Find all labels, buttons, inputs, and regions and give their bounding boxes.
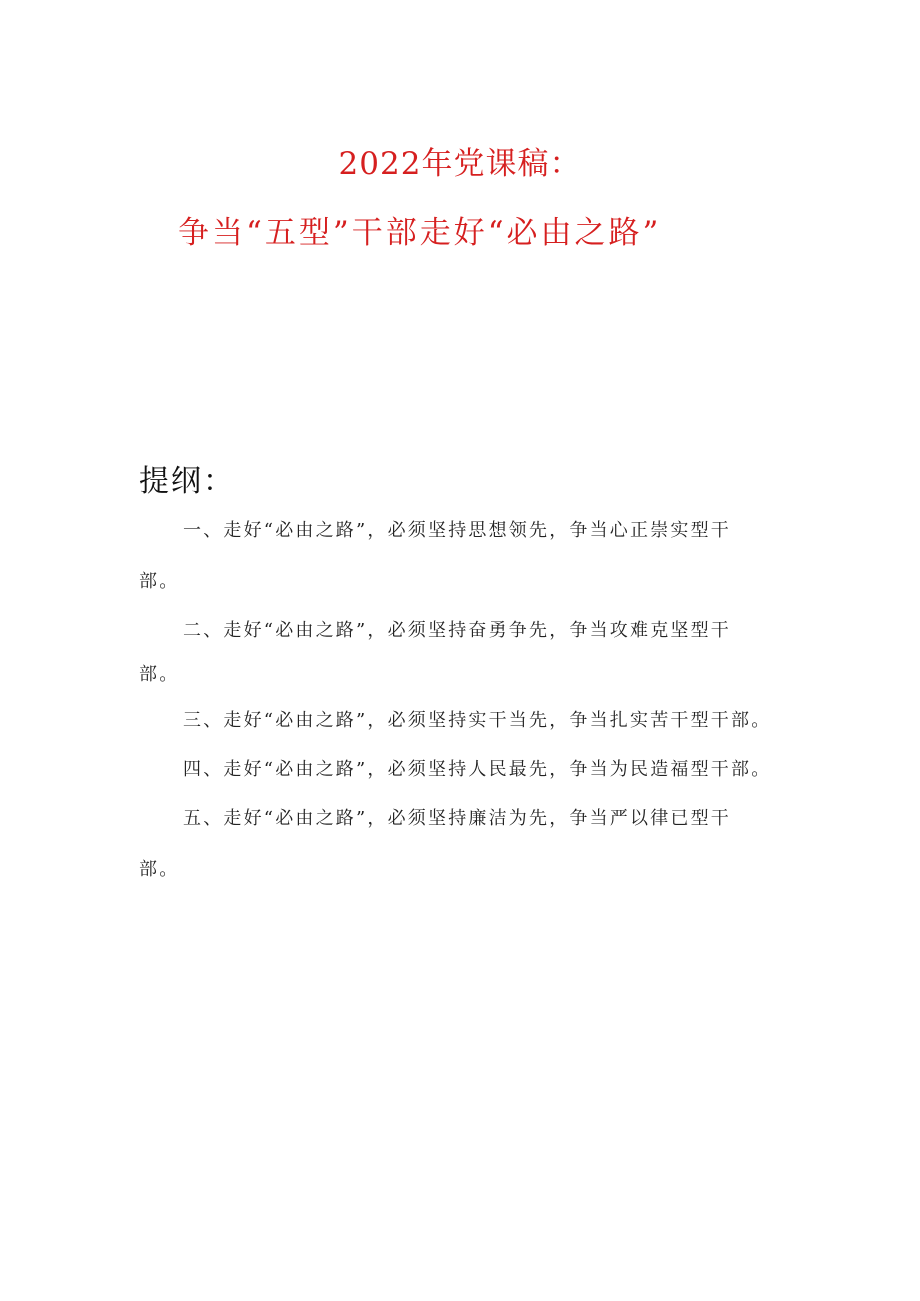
outline-item-1: 一、走好“必由之路”，必须坚持思想领先，争当心正崇实型干 [183, 520, 732, 541]
title-line-1: 2022年党课稿： [338, 146, 582, 182]
title-line-2: 争当“五型”干部走好“必由之路” [178, 215, 662, 251]
outline-item-4: 四、走好“必由之路”，必须坚持人民最先，争当为民造福型干部。 [183, 759, 772, 780]
outline-item-5: 五、走好“必由之路”，必须坚持廉洁为先，争当严以律已型干 [183, 808, 732, 829]
outline-item-2: 二、走好“必由之路”，必须坚持奋勇争先，争当攻难克坚型干 [183, 620, 732, 641]
outline-item-2-continuation: 部。 [139, 664, 180, 685]
outline-item-5-continuation: 部。 [139, 859, 180, 880]
outline-item-1-continuation: 部。 [139, 571, 180, 592]
outline-item-3: 三、走好“必由之路”，必须坚持实干当先，争当扎实苦干型干部。 [183, 710, 772, 731]
outline-heading: 提纲： [139, 464, 235, 499]
